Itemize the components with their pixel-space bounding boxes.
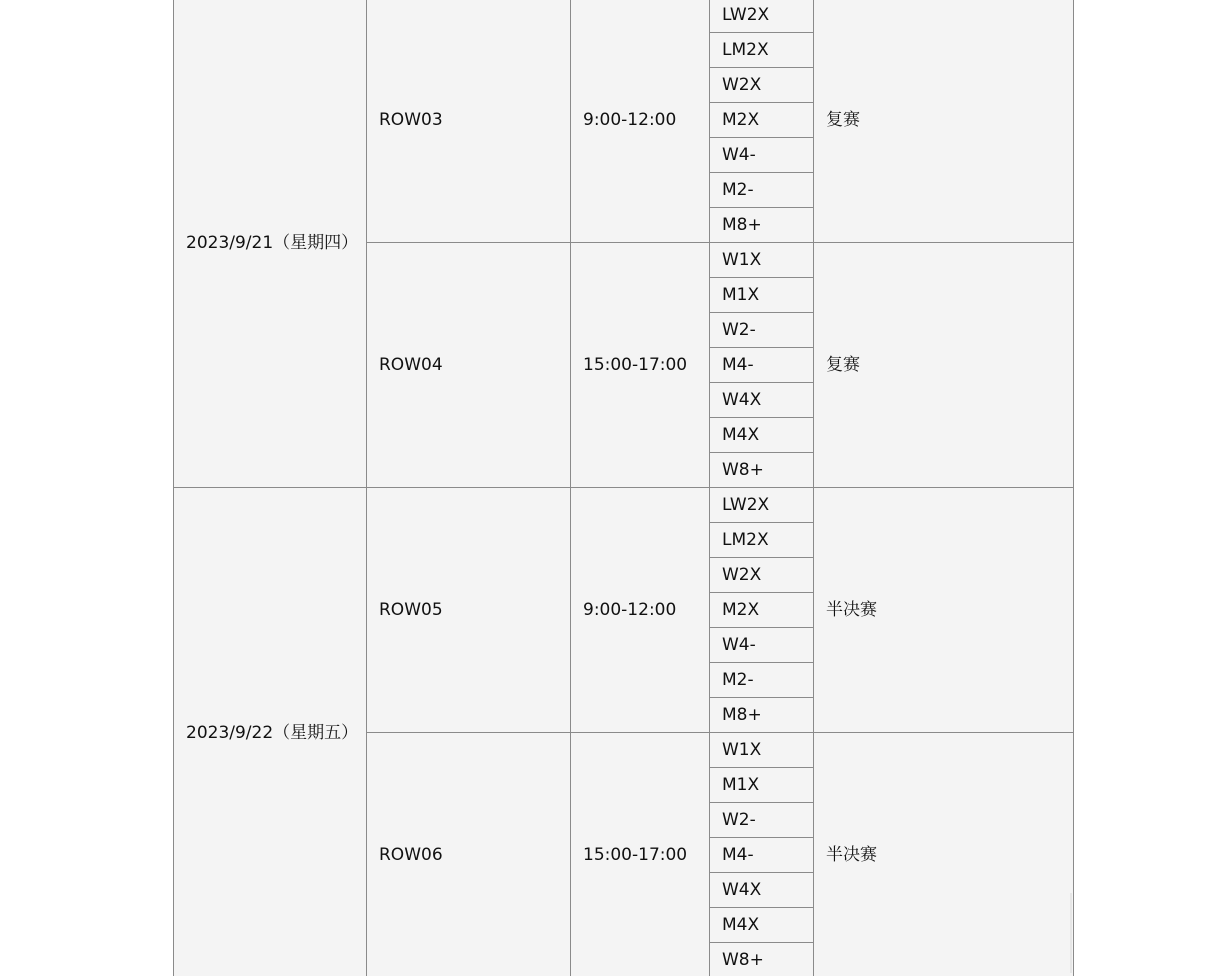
event-cell: W8+ (710, 453, 814, 488)
event-cell: M4- (710, 838, 814, 873)
event-cell: M4X (710, 418, 814, 453)
session-time-cell: 15:00-17:00 (571, 243, 710, 488)
session-code-cell: ROW05 (367, 488, 571, 733)
event-cell: W4X (710, 383, 814, 418)
event-cell: W1X (710, 733, 814, 768)
event-cell: W4- (710, 628, 814, 663)
event-cell: W2X (710, 558, 814, 593)
session-time-cell: 15:00-17:00 (571, 733, 710, 976)
event-cell: W2- (710, 313, 814, 348)
session-code-cell: ROW06 (367, 733, 571, 976)
event-cell: LW2X (710, 488, 814, 523)
event-cell: M1X (710, 768, 814, 803)
event-cell: W2X (710, 68, 814, 103)
session-code-cell: ROW04 (367, 243, 571, 488)
event-cell: M2X (710, 103, 814, 138)
event-cell: M2X (710, 593, 814, 628)
stage-cell: 半决赛 (814, 733, 1074, 976)
event-cell: M8+ (710, 208, 814, 243)
event-cell: LM2X (710, 523, 814, 558)
event-cell: LW2X (710, 0, 814, 33)
event-cell: M2- (710, 663, 814, 698)
date-cell: 2023/9/22（星期五） (174, 488, 367, 976)
competition-schedule-table (173, 0, 1074, 976)
event-cell: LM2X (710, 33, 814, 68)
session-code-cell: ROW03 (367, 0, 571, 243)
schedule-body (174, 0, 1074, 976)
event-cell: W8+ (710, 943, 814, 976)
stage-cell: 复赛 (814, 243, 1074, 488)
table-row (174, 488, 1074, 523)
session-time-cell: 9:00-12:00 (571, 0, 710, 243)
event-cell: W4- (710, 138, 814, 173)
event-cell: M1X (710, 278, 814, 313)
date-cell: 2023/9/21（星期四） (174, 0, 367, 488)
stage-cell: 复赛 (814, 0, 1074, 243)
event-cell: W4X (710, 873, 814, 908)
stage-cell: 半决赛 (814, 488, 1074, 733)
session-time-cell: 9:00-12:00 (571, 488, 710, 733)
table-row (174, 0, 1074, 33)
event-cell: W2- (710, 803, 814, 838)
event-cell: M2- (710, 173, 814, 208)
event-cell: W1X (710, 243, 814, 278)
event-cell: M8+ (710, 698, 814, 733)
event-cell: M4X (710, 908, 814, 943)
event-cell: M4- (710, 348, 814, 383)
scrollbar-thumb[interactable] (1070, 893, 1072, 973)
